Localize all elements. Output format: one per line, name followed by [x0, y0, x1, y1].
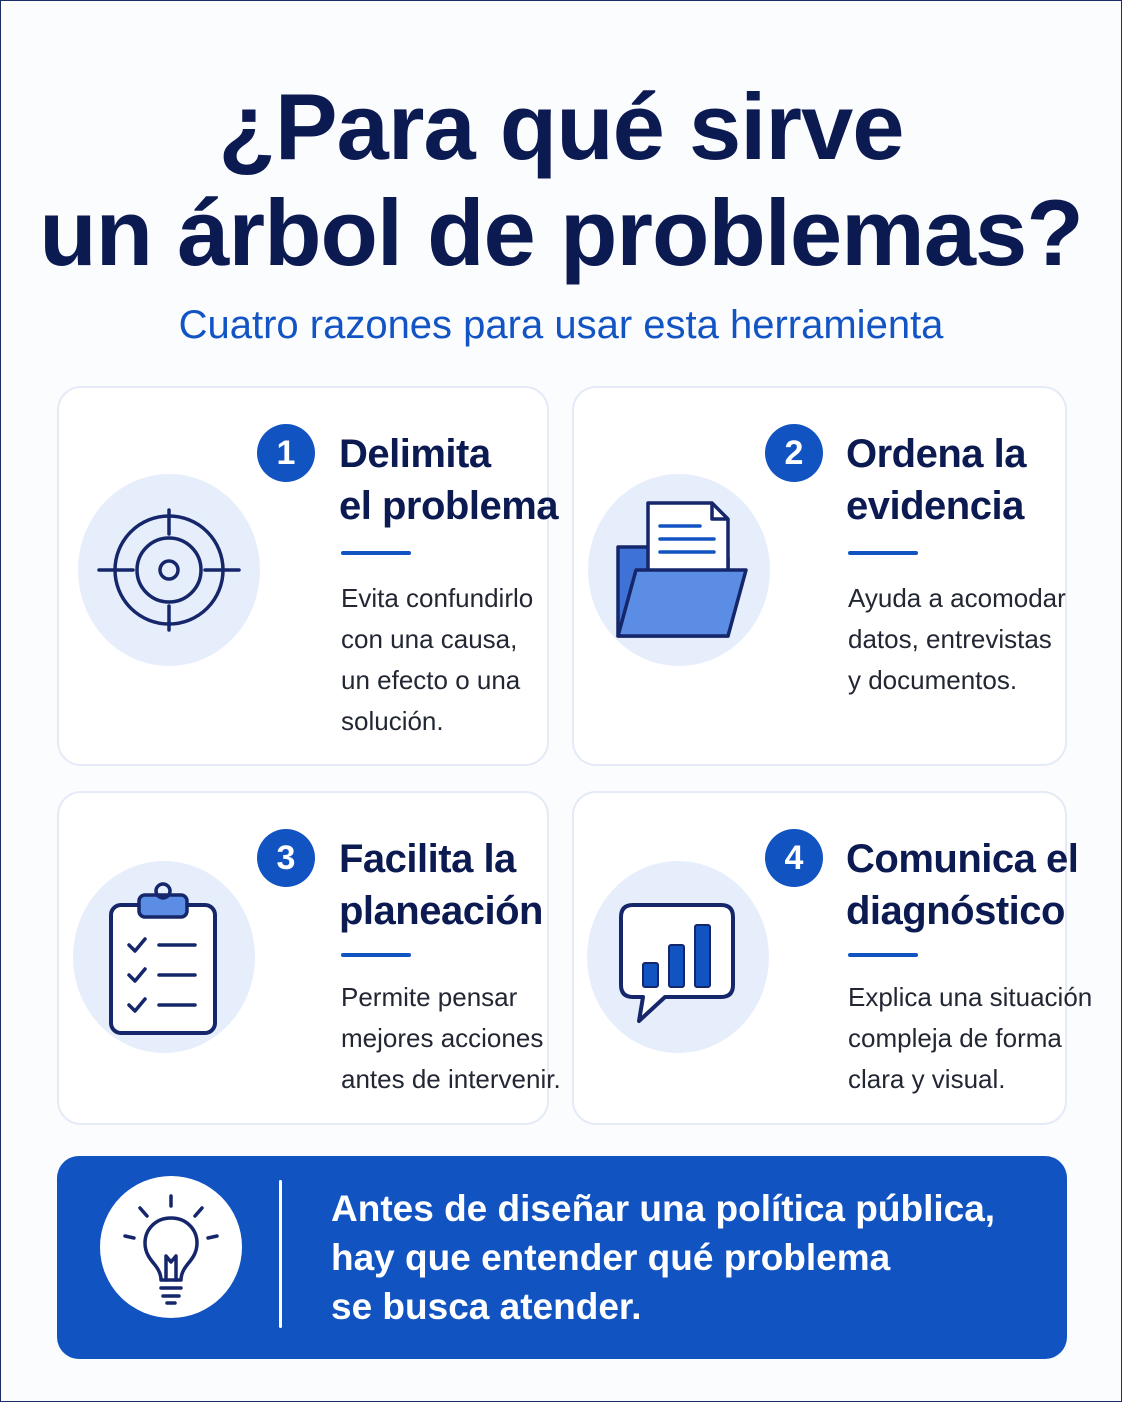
description-line: Permite pensar — [341, 982, 518, 1012]
reason-description — [848, 977, 1092, 1100]
description-line: compleja de forma — [848, 1023, 1062, 1053]
reason-number-badge: 3 — [257, 829, 315, 887]
title-underline — [848, 953, 918, 957]
description-line: Explica una situación — [848, 982, 1093, 1012]
description-line: con una causa, — [341, 624, 518, 654]
page-title-line-1: ¿Para qué sirve — [218, 74, 904, 179]
lightbulb-icon — [100, 1176, 242, 1318]
reason-card-4 — [572, 791, 1093, 1125]
description-line: solución. — [341, 706, 444, 736]
chat-chart-icon-circle — [587, 861, 769, 1053]
reason-title — [339, 428, 558, 532]
reason-title-line: Delimita — [339, 432, 491, 476]
page-title-line-2: un árbol de problemas? — [39, 180, 1083, 285]
folder-document-icon — [588, 474, 770, 666]
key-message-banner — [57, 1156, 1067, 1359]
reason-description — [341, 977, 561, 1100]
description-line: clara y visual. — [848, 1064, 1006, 1094]
lightbulb-icon-circle — [100, 1176, 242, 1318]
reason-number-badge: 4 — [765, 829, 823, 887]
reason-number-badge: 2 — [765, 424, 823, 482]
reason-description — [848, 578, 1066, 701]
reason-title — [339, 833, 543, 937]
reason-title-line: Comunica el — [846, 837, 1079, 881]
reason-title-line: Facilita la — [339, 837, 516, 881]
description-line: Evita confundirlo — [341, 583, 534, 613]
reason-title-line: el problema — [339, 484, 559, 528]
title-underline — [341, 551, 411, 555]
folder-icon-circle — [588, 474, 770, 666]
reason-title — [846, 428, 1026, 532]
banner-message — [331, 1184, 995, 1331]
description-line: un efecto o una — [341, 665, 521, 695]
banner-line: hay que entender qué problema — [331, 1237, 891, 1278]
reason-card-3 — [57, 791, 561, 1125]
page-subtitle: Cuatro razones para usar esta herramienta — [178, 303, 944, 347]
banner-line: Antes de diseñar una política pública, — [331, 1188, 996, 1229]
description-line: Ayuda a acomodar — [848, 583, 1066, 613]
reason-title-line: diagnóstico — [846, 889, 1065, 933]
banner-divider — [279, 1180, 282, 1328]
description-line: antes de intervenir. — [341, 1064, 561, 1094]
title-underline — [848, 551, 918, 555]
banner-line: se busca atender. — [331, 1286, 642, 1327]
reason-card-1 — [57, 386, 559, 766]
clipboard-icon-circle — [73, 861, 255, 1053]
target-icon — [78, 474, 260, 666]
description-line: datos, entrevistas — [848, 624, 1052, 654]
reason-title-line: Ordena la — [846, 432, 1027, 476]
reason-description — [341, 578, 533, 742]
reason-title-line: evidencia — [846, 484, 1024, 528]
chat-bar-chart-icon — [587, 861, 769, 1053]
description-line: mejores acciones — [341, 1023, 544, 1053]
target-icon-circle — [78, 474, 260, 666]
reason-title — [846, 833, 1078, 937]
description-line: y documentos. — [848, 665, 1018, 695]
reason-card-2 — [572, 386, 1067, 766]
reason-title-line: planeación — [339, 889, 543, 933]
clipboard-checklist-icon — [73, 861, 255, 1053]
reason-number-badge: 1 — [257, 424, 315, 482]
title-underline — [341, 953, 411, 957]
